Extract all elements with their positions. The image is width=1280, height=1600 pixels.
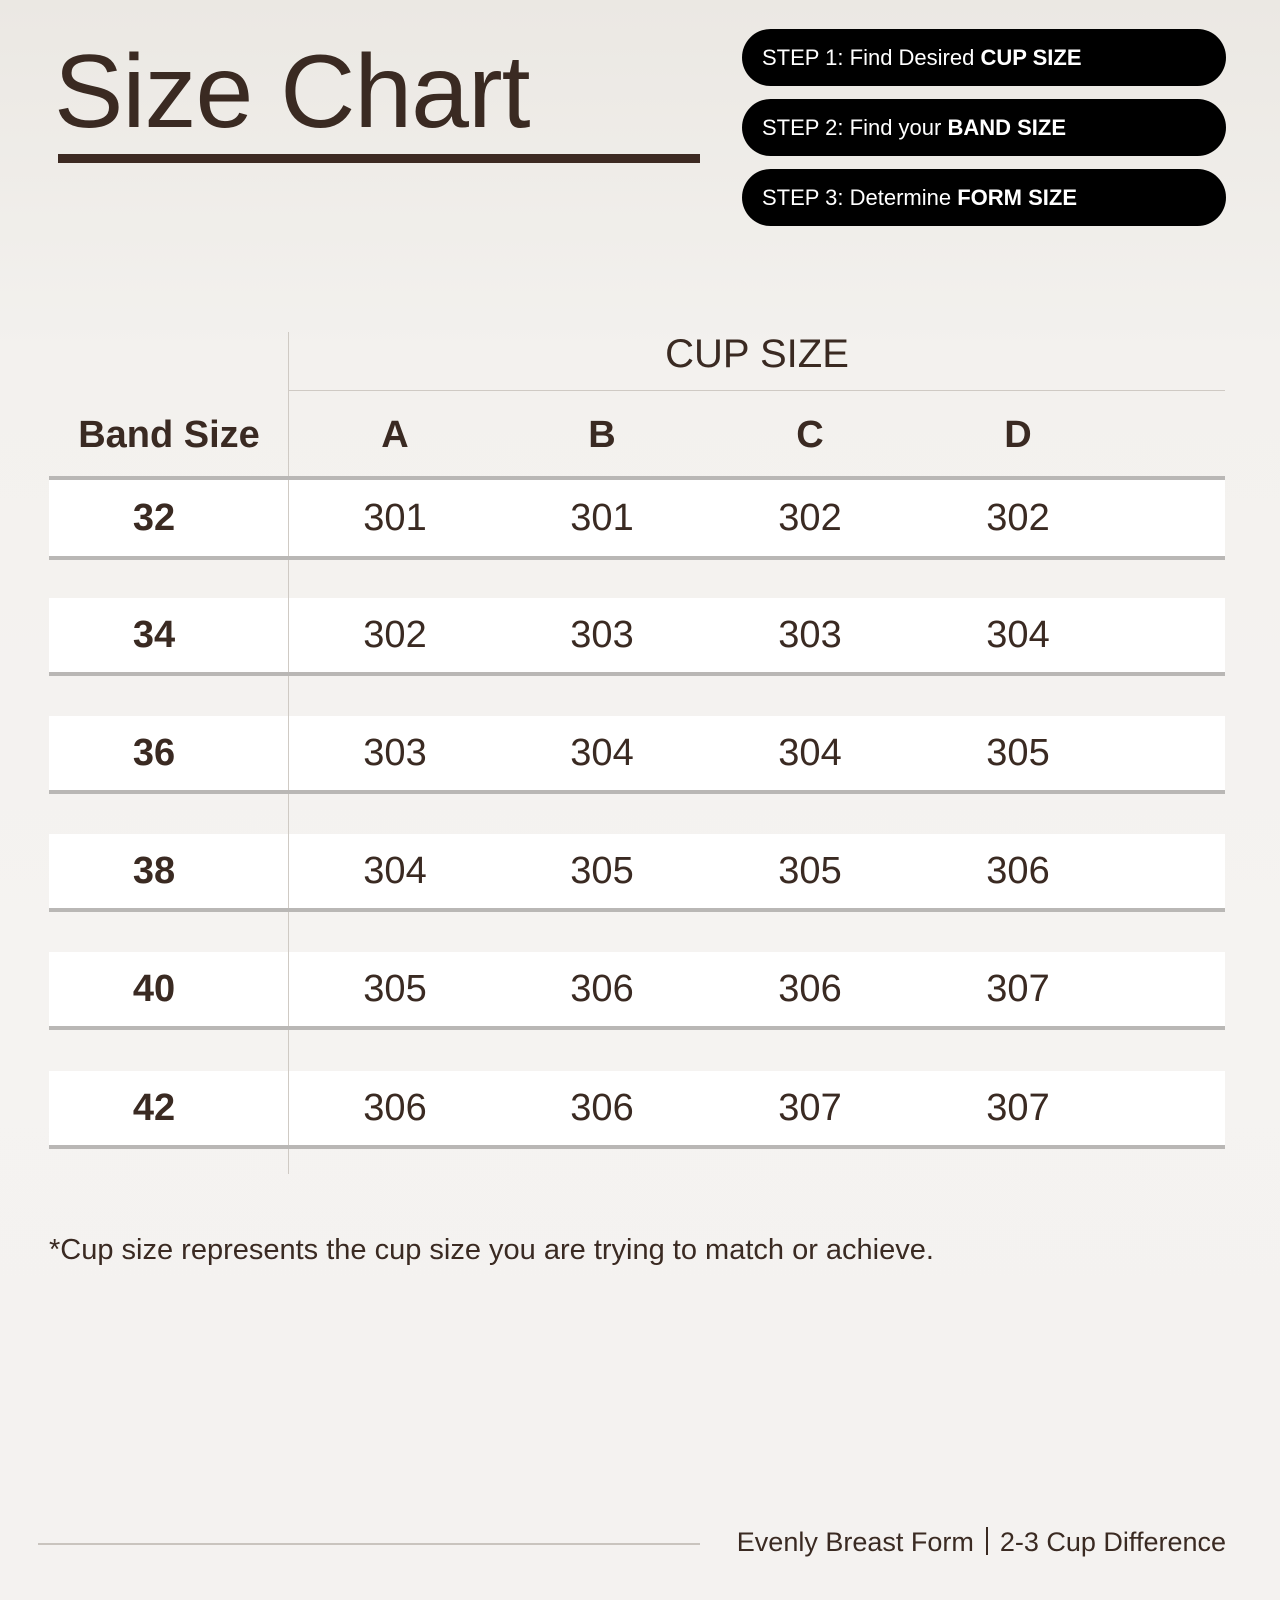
step-1-text: STEP 1: Find Desired bbox=[762, 44, 981, 70]
step-1-pill bbox=[742, 29, 1226, 86]
form-size-cell: 306 bbox=[570, 967, 634, 1010]
footer-separator bbox=[986, 1527, 988, 1555]
row-divider bbox=[288, 952, 289, 1026]
steps-list bbox=[742, 29, 1226, 239]
footnote: *Cup size represents the cup size you are trying to match or achieve. bbox=[49, 1234, 934, 1266]
form-size-cell: 304 bbox=[986, 613, 1050, 656]
step-2-pill bbox=[742, 99, 1226, 156]
table-row bbox=[49, 598, 1225, 676]
form-size-cell: 306 bbox=[986, 849, 1050, 892]
step-3-emphasis: FORM SIZE bbox=[957, 184, 1078, 210]
table-row bbox=[49, 952, 1225, 1030]
form-size-cell: 305 bbox=[570, 849, 634, 892]
footer-rule bbox=[38, 1543, 700, 1545]
form-size-cell: 303 bbox=[778, 613, 842, 656]
size-table bbox=[49, 330, 1225, 1180]
form-size-cell: 302 bbox=[986, 496, 1050, 539]
band-size-cell: 32 bbox=[132, 496, 176, 539]
form-size-cell: 306 bbox=[363, 1086, 427, 1129]
step-3-text: STEP 3: Determine bbox=[762, 184, 958, 210]
form-size-cell: 301 bbox=[363, 496, 427, 539]
form-size-cell: 307 bbox=[778, 1086, 842, 1129]
form-size-cell: 306 bbox=[570, 1086, 634, 1129]
footer-product: Evenly Breast Form bbox=[736, 1527, 974, 1557]
step-2-text: STEP 2: Find your bbox=[762, 114, 948, 140]
form-size-cell: 305 bbox=[986, 731, 1050, 774]
cup-column-header-a: A bbox=[381, 414, 409, 456]
band-size-header: Band Size bbox=[78, 414, 260, 456]
form-size-cell: 304 bbox=[778, 731, 842, 774]
band-size-cell: 36 bbox=[132, 731, 176, 774]
cup-column-header-d: D bbox=[1004, 414, 1032, 456]
footer-note: 2-3 Cup Difference bbox=[999, 1527, 1226, 1557]
row-divider bbox=[288, 480, 289, 556]
row-divider bbox=[288, 716, 289, 790]
form-size-cell: 304 bbox=[363, 849, 427, 892]
row-divider bbox=[288, 1071, 289, 1145]
form-size-cell: 302 bbox=[778, 496, 842, 539]
step-1-emphasis: CUP SIZE bbox=[980, 44, 1082, 70]
title-underline bbox=[58, 154, 700, 163]
form-size-cell: 303 bbox=[570, 613, 634, 656]
form-size-cell: 304 bbox=[570, 731, 634, 774]
cup-column-header-c: C bbox=[796, 414, 824, 456]
form-size-cell: 306 bbox=[778, 967, 842, 1010]
form-size-cell: 301 bbox=[570, 496, 634, 539]
band-size-cell: 34 bbox=[132, 613, 176, 656]
page-title: Size Chart bbox=[54, 34, 530, 150]
form-size-cell: 302 bbox=[363, 613, 427, 656]
table-row bbox=[49, 716, 1225, 794]
cup-column-header-b: B bbox=[588, 414, 616, 456]
cup-size-header-rule bbox=[289, 390, 1225, 391]
table-row bbox=[49, 476, 1225, 560]
table-row bbox=[49, 1071, 1225, 1149]
row-divider bbox=[288, 834, 289, 908]
band-size-cell: 42 bbox=[132, 1086, 176, 1129]
band-size-cell: 40 bbox=[132, 967, 176, 1010]
table-row bbox=[49, 834, 1225, 912]
cup-size-group-header: CUP SIZE bbox=[665, 332, 849, 376]
form-size-cell: 307 bbox=[986, 967, 1050, 1010]
band-size-cell: 38 bbox=[132, 849, 176, 892]
step-3-pill bbox=[742, 169, 1226, 226]
form-size-cell: 307 bbox=[986, 1086, 1050, 1129]
form-size-cell: 305 bbox=[778, 849, 842, 892]
footer-caption bbox=[737, 1527, 1226, 1558]
form-size-cell: 305 bbox=[363, 967, 427, 1010]
row-divider bbox=[288, 598, 289, 672]
form-size-cell: 303 bbox=[363, 731, 427, 774]
step-2-emphasis: BAND SIZE bbox=[947, 114, 1067, 140]
